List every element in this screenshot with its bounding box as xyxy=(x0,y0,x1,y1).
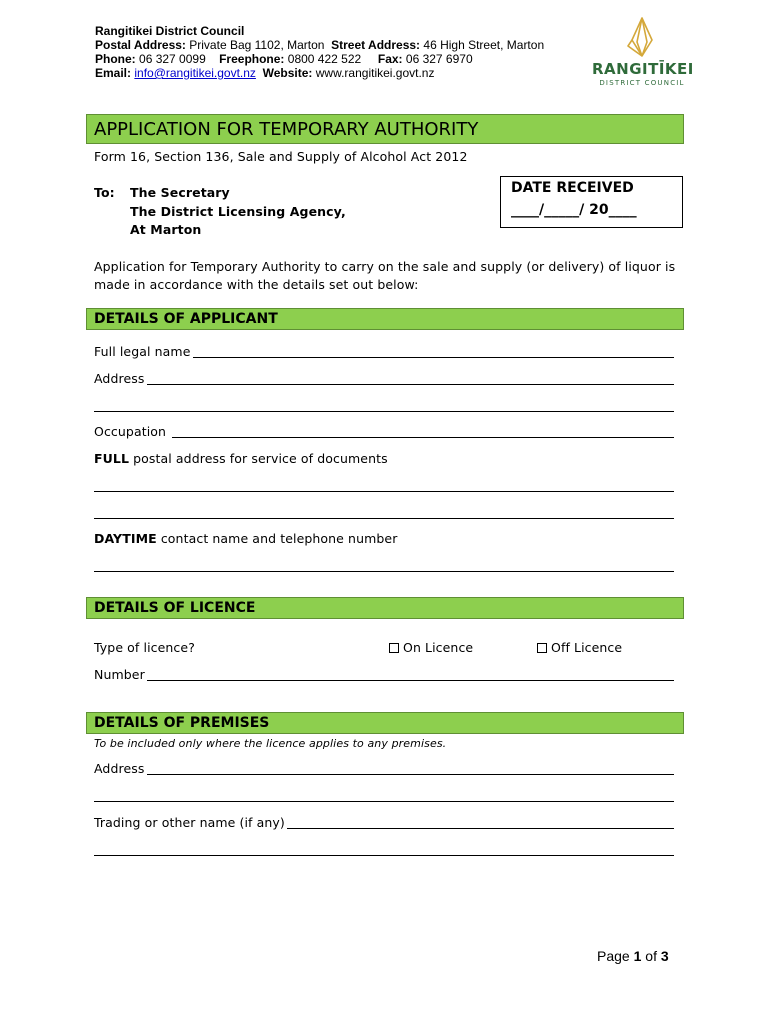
form-title-bar xyxy=(86,114,684,144)
premises-note: To be included only where the licence applies to any premises. xyxy=(94,737,447,750)
off-licence-checkbox[interactable] xyxy=(537,643,547,653)
applicant-address-label: Address xyxy=(94,371,145,386)
date-received-field[interactable]: ____/_____/ 20____ xyxy=(511,202,637,218)
applicant-address-field-2[interactable] xyxy=(94,411,674,412)
to-label: To: xyxy=(94,185,115,200)
licence-section-header xyxy=(86,597,684,619)
premises-section-title: DETAILS OF PREMISES xyxy=(94,715,270,731)
website-text: www.rangitikei.govt.nz xyxy=(315,66,435,80)
premises-section-header xyxy=(86,712,684,734)
to-line-2: The District Licensing Agency, xyxy=(130,204,346,219)
postal-address-line: Postal Address: Private Bag 1102, Marton Street Address: 46 High Street, Marton xyxy=(95,38,545,52)
daytime-contact-label: DAYTIME contact name and telephone number xyxy=(94,531,398,546)
applicant-section-title: DETAILS OF APPLICANT xyxy=(94,311,278,327)
postal-address-field-2[interactable] xyxy=(94,518,674,519)
licence-number-label: Number xyxy=(94,667,145,682)
logo-emblem-icon xyxy=(592,16,692,60)
trading-name-field-2[interactable] xyxy=(94,855,674,856)
org-name: Rangitikei District Council xyxy=(95,24,245,38)
date-received-label: DATE RECEIVED xyxy=(511,180,634,196)
council-logo xyxy=(592,16,692,92)
trading-name-field[interactable] xyxy=(287,828,674,829)
licence-type-label: Type of licence? xyxy=(94,640,195,655)
trading-name-label: Trading or other name (if any) xyxy=(94,815,285,830)
to-line-1: The Secretary xyxy=(130,185,230,200)
off-licence-option[interactable] xyxy=(537,640,622,655)
logo-subtitle: DISTRICT COUNCIL xyxy=(599,79,685,87)
phone-line: Phone: 06 327 0099 Freephone: 0800 422 522 Fax: 06 327 6970 xyxy=(95,52,473,66)
postal-address-field-1[interactable] xyxy=(94,491,674,492)
full-legal-name-label: Full legal name xyxy=(94,344,191,359)
email-link[interactable]: info@rangitikei.govt.nz xyxy=(134,66,256,80)
full-legal-name-field[interactable] xyxy=(193,357,674,358)
applicant-address-field[interactable] xyxy=(147,384,674,385)
on-licence-option[interactable] xyxy=(389,640,473,655)
date-received-box xyxy=(500,176,683,228)
to-line-3: At Marton xyxy=(130,222,202,237)
form-subtitle: Form 16, Section 136, Sale and Supply of Alcohol Act 2012 xyxy=(94,149,468,164)
page-number: Page 1 of 3 xyxy=(597,948,669,964)
intro-paragraph: Application for Temporary Authority to carry on the sale and supply (or delivery) of liquor is made in accordance with the details set out below: xyxy=(94,259,676,292)
occupation-field[interactable] xyxy=(172,437,674,438)
logo-title: RANGITĪKEI xyxy=(592,60,694,78)
postal-address-label: FULL postal address for service of documents xyxy=(94,451,388,466)
form-title: APPLICATION FOR TEMPORARY AUTHORITY xyxy=(94,119,479,140)
occupation-label: Occupation xyxy=(94,424,167,439)
premises-address-label: Address xyxy=(94,761,145,776)
off-licence-label: Off Licence xyxy=(551,640,623,655)
licence-section-title: DETAILS OF LICENCE xyxy=(94,600,256,616)
email-line: Email: info@rangitikei.govt.nz Website: www.rangitikei.govt.nz xyxy=(95,66,435,80)
licence-number-field[interactable] xyxy=(147,680,674,681)
on-licence-label: On Licence xyxy=(403,640,474,655)
on-licence-checkbox[interactable] xyxy=(389,643,399,653)
applicant-section-header xyxy=(86,308,684,330)
premises-address-field[interactable] xyxy=(147,774,674,775)
premises-address-field-2[interactable] xyxy=(94,801,674,802)
daytime-contact-field[interactable] xyxy=(94,571,674,572)
